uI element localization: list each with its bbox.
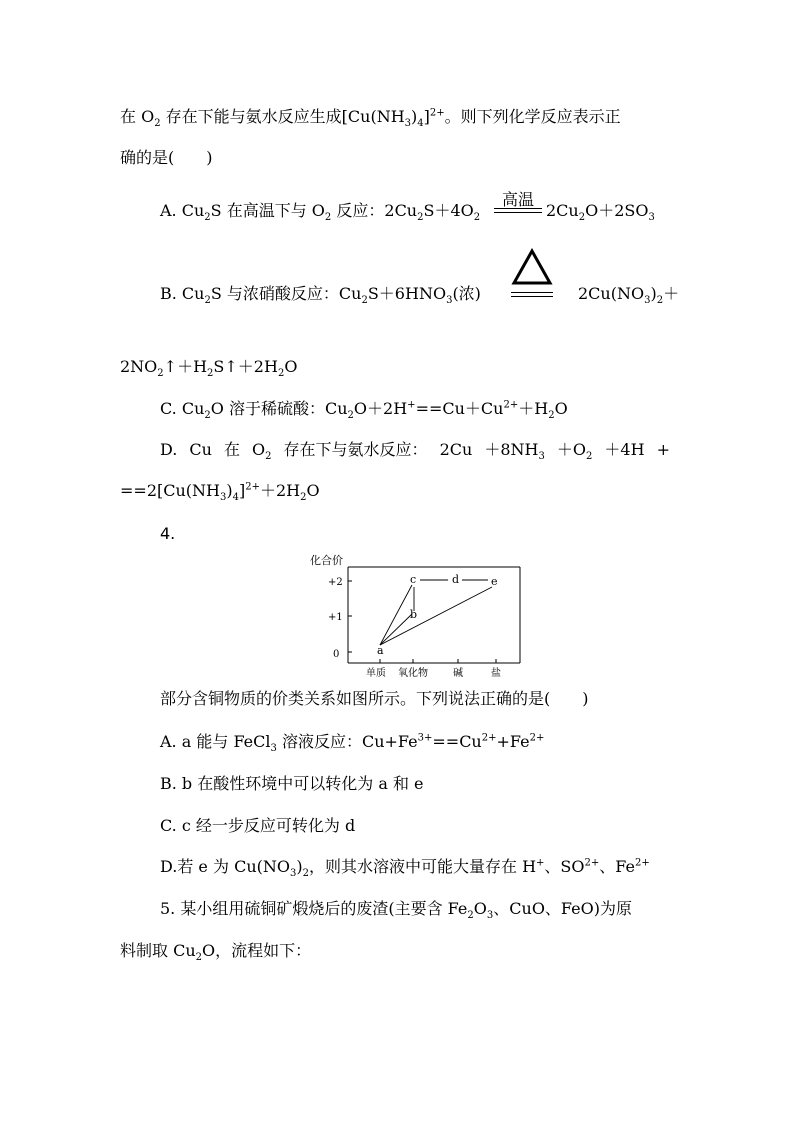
heating-triangle-icon (511, 248, 553, 288)
y-axis-label: 化合价 (310, 554, 343, 567)
intro-line-2: 确的是( ) (120, 148, 213, 167)
x-tick-base: 碱 (453, 668, 463, 679)
q4-number: 4. (160, 524, 176, 543)
point-b: b (410, 608, 418, 621)
q3-option-a: A. $Cu_2S$ 在高温下与 $O_2$ 反应：$2Cu_2S+4O_2$ (160, 201, 481, 224)
reaction-condition-high-temp: 高温 (501, 190, 534, 209)
q3-option-b-continued: $2NO_2↑+H_2S↑+2H_2O$ (120, 357, 298, 380)
point-e: e (491, 575, 498, 588)
q4-option-d: D.若 e 为 $Cu(NO_3)_2$，则其水溶液中可能大量存在 H+、$SO^{2+}$、$Fe^{2+}$ (160, 857, 650, 880)
q3-option-a-product: $2Cu_2O+2SO_3$ (546, 201, 655, 224)
x-tick-oxide: 氧化物 (398, 668, 428, 679)
y-tick-plus2: +2 (328, 577, 343, 588)
point-d: d (452, 573, 460, 586)
x-tick-salt: 盐 (491, 668, 501, 679)
point-c: c (410, 573, 417, 586)
q4-option-c: C. c 经一步反应可转化为 d (160, 816, 356, 835)
x-tick-element: 单质 (366, 668, 386, 679)
valence-class-diagram (300, 545, 530, 690)
reaction-double-line (494, 208, 542, 213)
y-tick-plus1: +1 (328, 612, 343, 623)
q5-line-1: 5. 某小组用硫铜矿煅烧后的废渣(主要含 $Fe_2O_3$、CuO、FeO)为原 (160, 899, 632, 922)
q3-option-d: D. Cu 在 $O_2$ 存在下与氨水反应： 2Cu $+8NH_3$ $+O_2$ ＋4H + (160, 440, 670, 463)
intro-line-1: 在 $O_2$ 存在下能与氨水反应生成$[Cu(NH_3)_4]^{2+}$。则下列化学反应表示正 (120, 107, 621, 130)
reaction-double-line-b (511, 292, 553, 297)
y-tick-zero: 0 (333, 649, 340, 660)
q3-option-c: C. $Cu_2O$ 溶于稀硫酸：$Cu_2O+2H^+==Cu+Cu^{2+}+H_2O$ (160, 399, 568, 422)
q3-option-d-continued: $==2[Cu(NH_3)_4]^{2+}+2H_2O$ (120, 481, 320, 504)
q5-line-2: 料制取 $Cu_2O$，流程如下： (120, 941, 312, 964)
q4-stem: 部分含铜物质的价类关系如图所示。下列说法正确的是( ) (160, 689, 589, 708)
q3-option-b-product: $2Cu(NO_3)_2+$ (578, 284, 680, 307)
q3-option-b: B. $Cu_2S$ 与浓硝酸反应：$Cu_2S+6HNO_3$(浓) (160, 284, 481, 307)
q4-option-a: A. a 能与 FeCl$_3$ 溶液反应：$Cu+Fe^{3+}==Cu^{2+}+Fe^{2+}$ (160, 732, 545, 755)
point-a: a (377, 644, 384, 657)
q4-option-b: B. b 在酸性环境中可以转化为 a 和 e (160, 774, 424, 793)
